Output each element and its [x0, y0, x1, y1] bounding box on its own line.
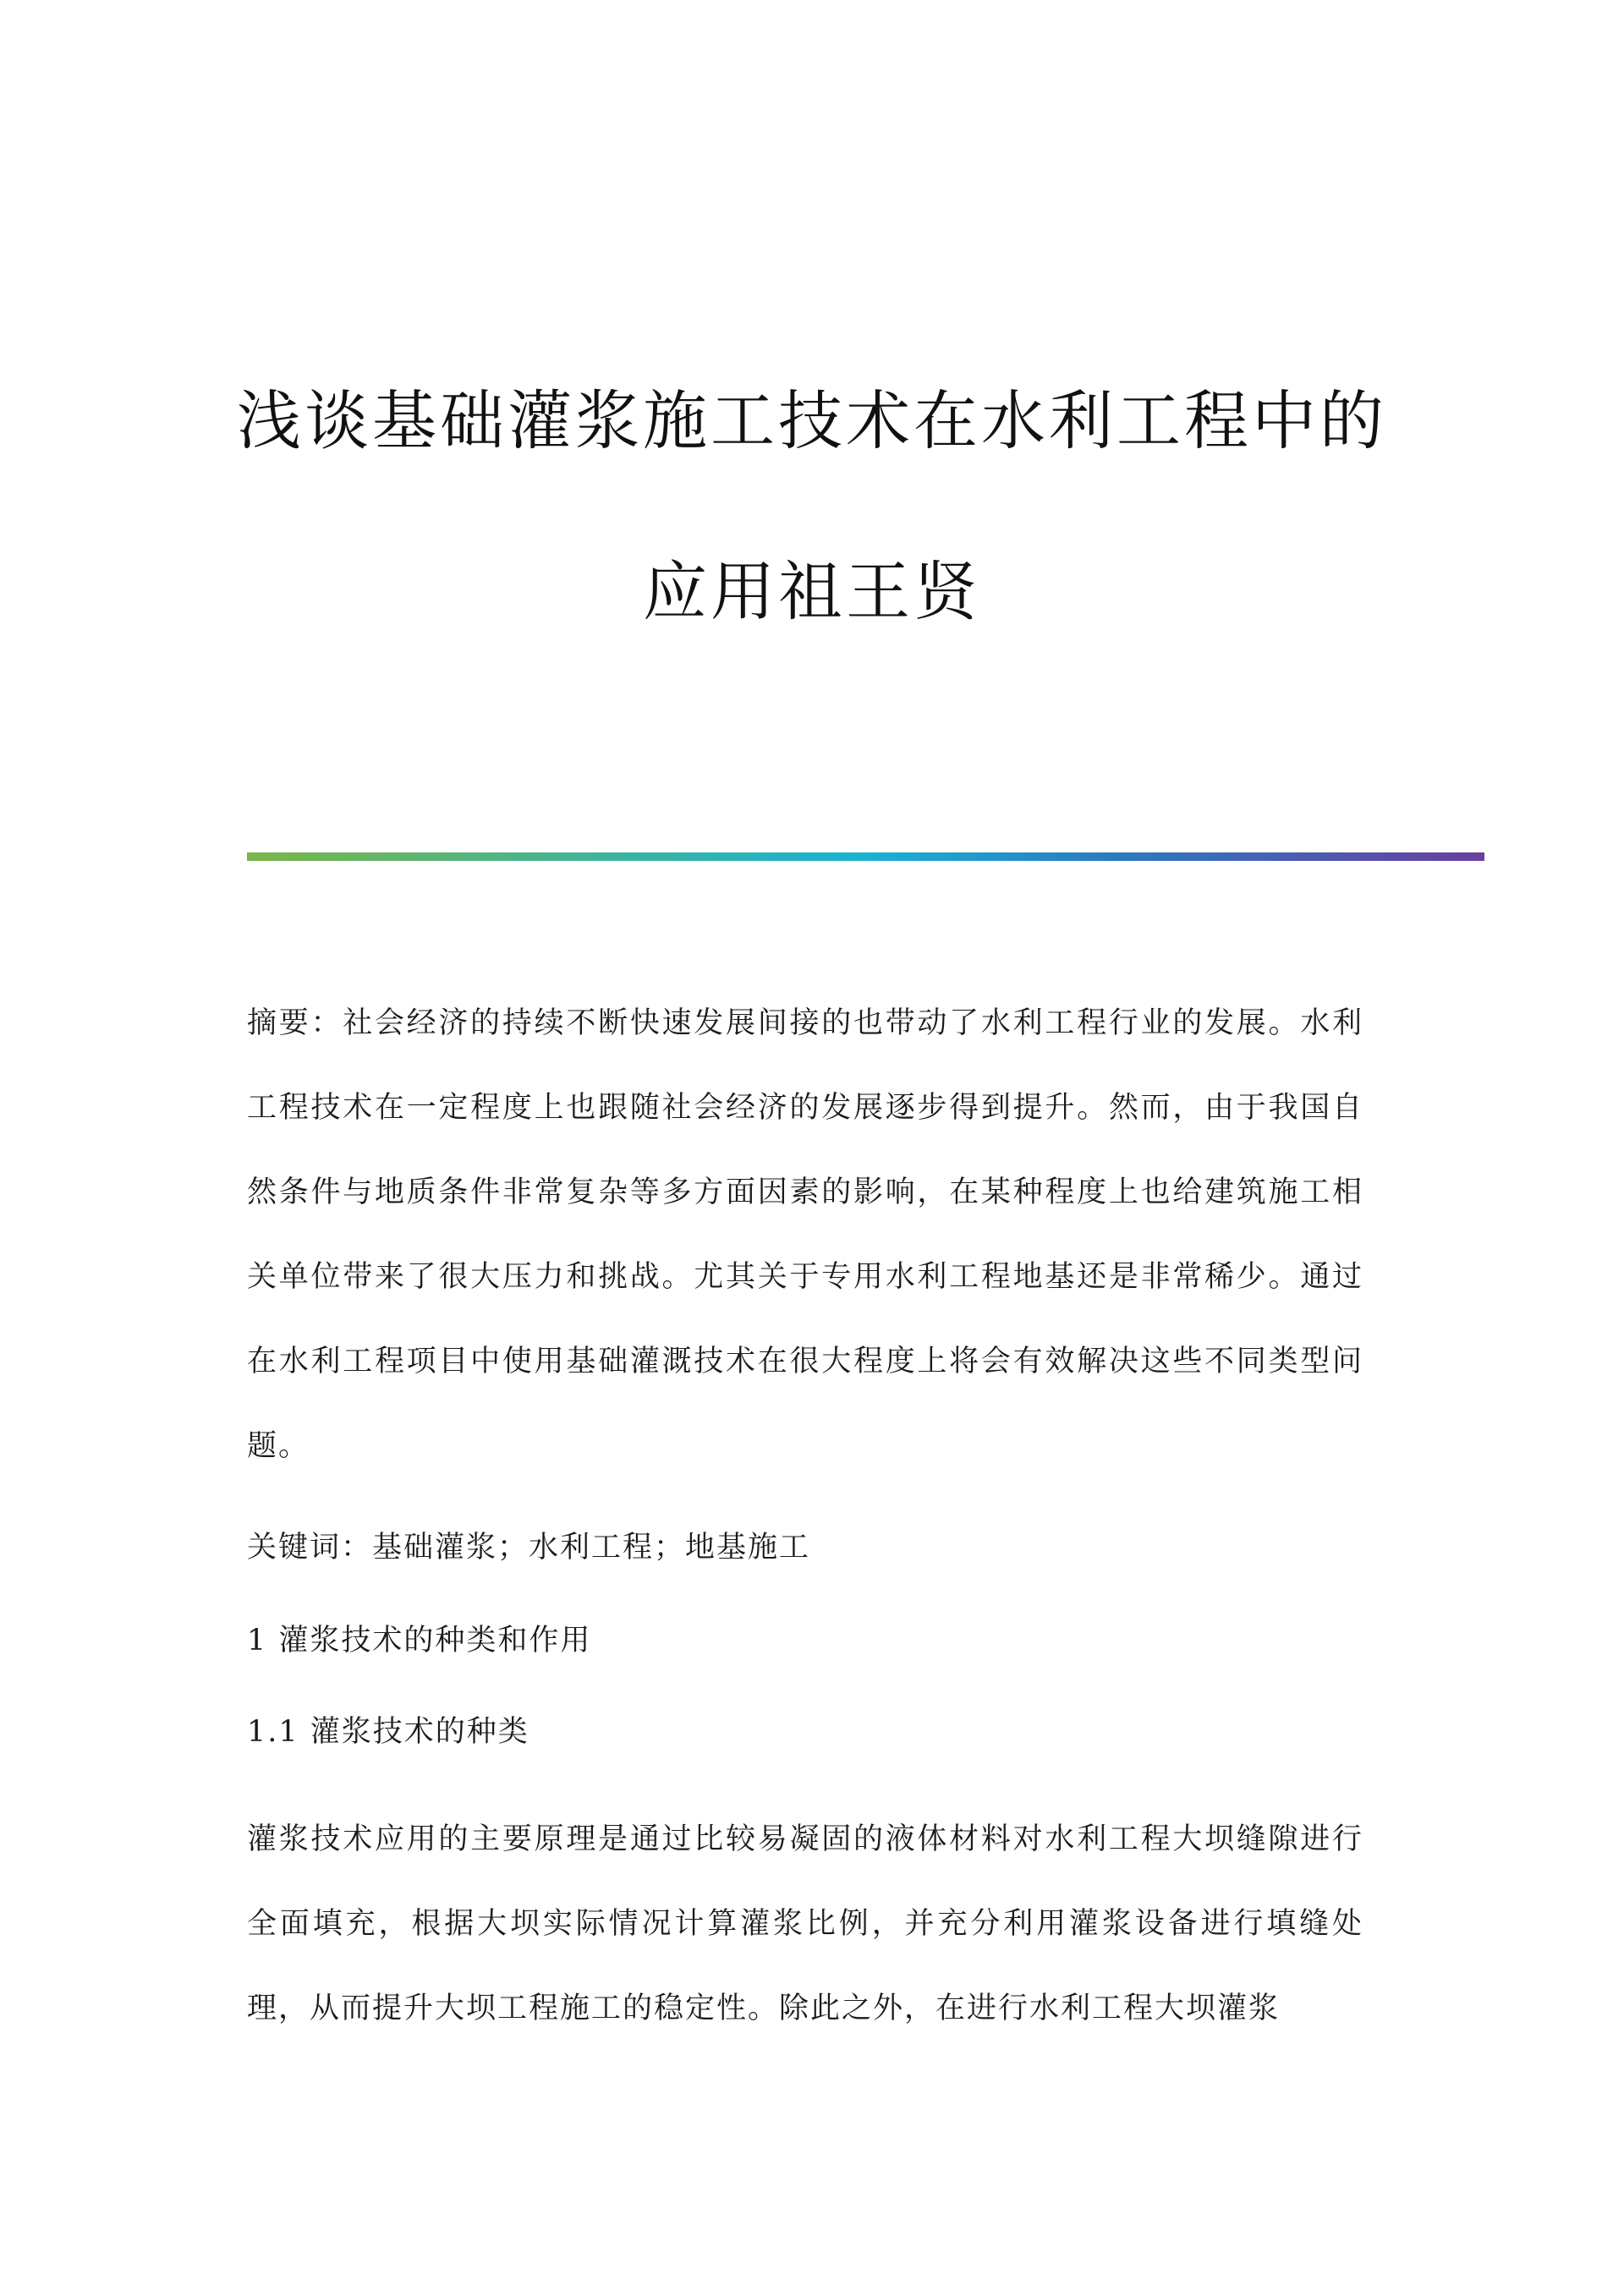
- abstract-paragraph: 摘要：社会经济的持续不断快速发展间接的也带动了水利工程行业的发展。水利工程技术在一定程度上也跟随社会经济的发展逐步得到提升。然而，由于我国自然条件与地质条件非常复杂等多方面因素的影响，在某种程度上也给建筑施工相关单位带来了很大压力和挑战。尤其关于专用水利工程地基还是非常稀少。通过在水利工程项目中使用基础灌溉技术在很大程度上将会有效解决这些不同类型问题。: [247, 1006, 1363, 1463]
- section-1-heading: 1 灌浆技术的种类和作用: [247, 1624, 592, 1658]
- gradient-divider: [247, 852, 1484, 861]
- section-1-1-heading: 1.1 灌浆技术的种类: [247, 1715, 529, 1749]
- section-1-1-body: 灌浆技术应用的主要原理是通过比较易凝固的液体材料对水利工程大坝缝隙进行全面填充，根据大坝实际情况计算灌浆比例，并充分利用灌浆设备进行填缝处理，从而提升大坝工程施工的稳定性。除此之外，在进行水利工程大坝灌浆: [247, 1822, 1363, 2025]
- document-title-line1: 浅谈基础灌浆施工技术在水利工程中的: [237, 383, 1387, 458]
- keywords-line: 关键词：基础灌浆；水利工程；地基施工: [247, 1531, 811, 1564]
- document-title-line2: 应用祖王贤: [643, 554, 981, 629]
